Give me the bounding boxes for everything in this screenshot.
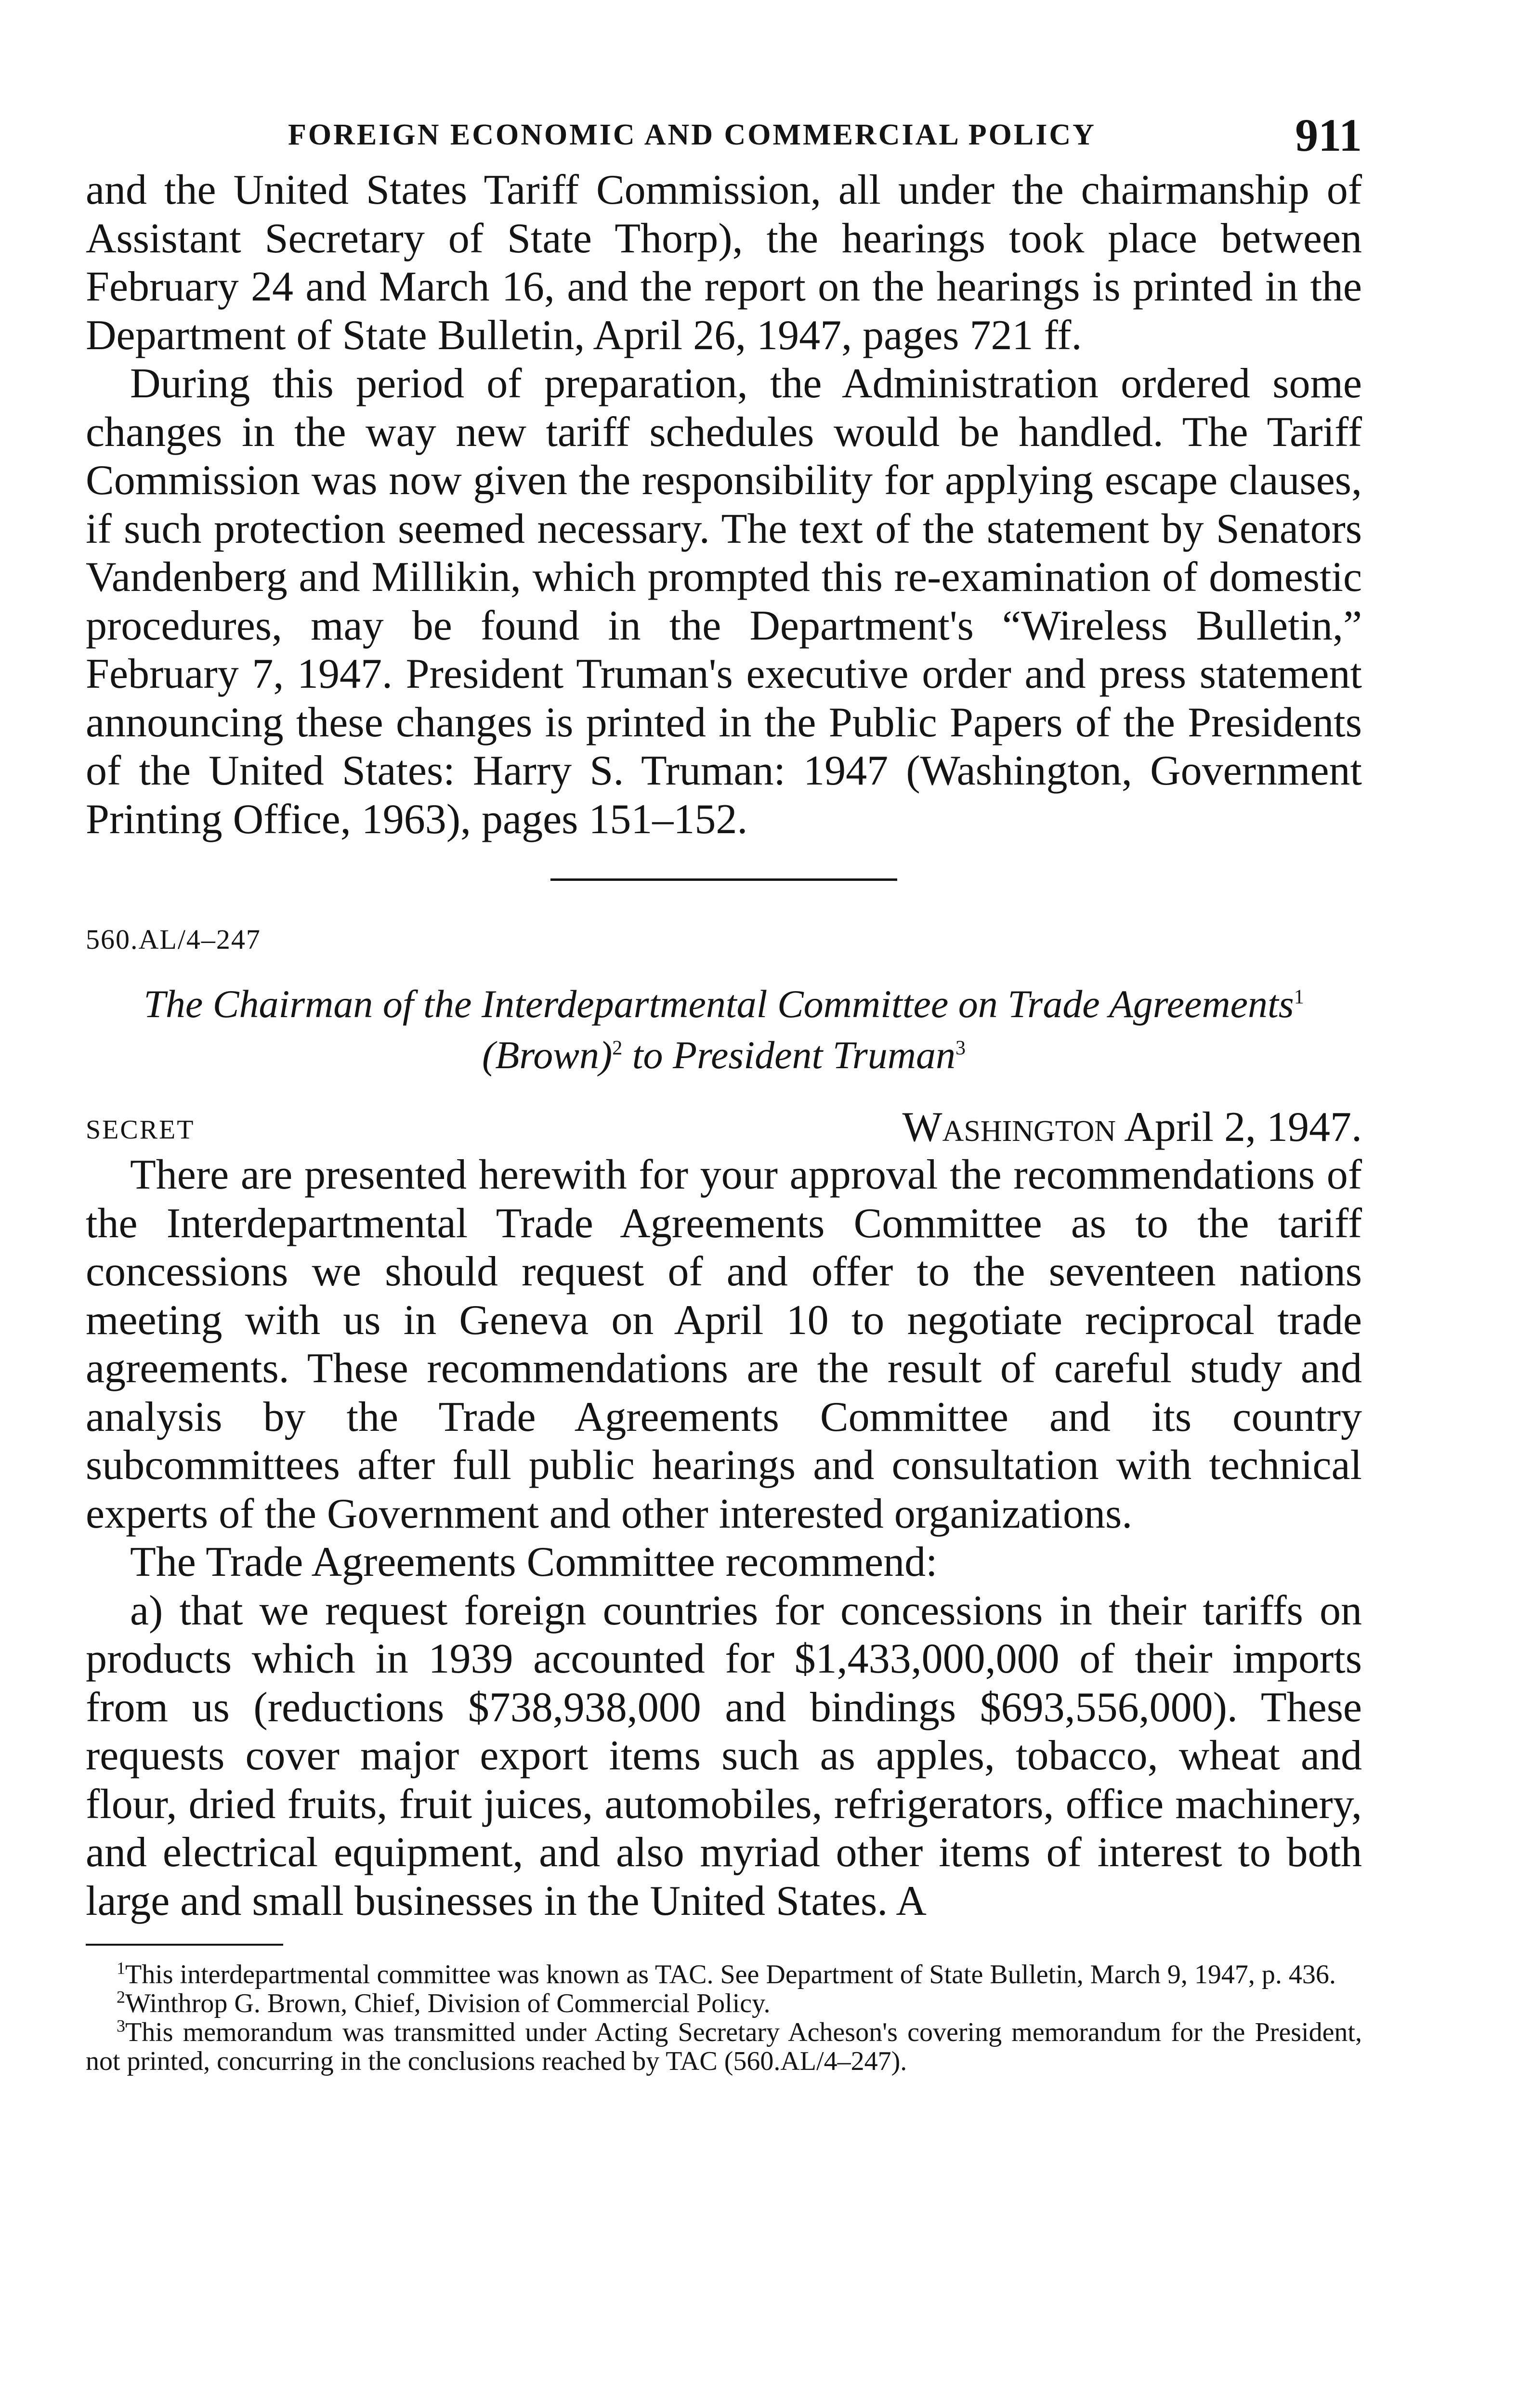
classification-label: SECRET [86, 1115, 195, 1145]
file-number: 560.AL/4–247 [86, 924, 261, 955]
heading-part-brown: (Brown) [482, 1033, 613, 1077]
footnote-text: This interdepartmental committee was known as TAC. See Department of State Bulletin, March 9, 1947, p. 436. [125, 1960, 1336, 1989]
dateline-place: Washington [902, 1104, 1116, 1151]
running-head [86, 108, 1362, 166]
footnote-3 [86, 2018, 1362, 2076]
intro-paragraph-continued: and the United States Tariff Commission, all under the chairmanship of Assistant Secretary of State Thorp), the hearings took place between February 24 and March 16, and the report on the hearings is printed in the Department of State Bulletin, April 26, 1947, pages 721 ff. [86, 167, 1362, 359]
intro-paragraph-preparation: During this period of preparation, the Administration ordered some changes in the way new tariff schedules would be handled. The Tariff Commission was now given the responsibility for applying escape clauses, if such protection seemed necessary. The text of the statement by Senators Vandenberg and Millikin, which prompted this re-examination of domestic procedures, may be found in the Department's “Wireless Bulletin,” February 7, 1947. President Truman's executive order and press statement announcing these changes is printed in the Public Papers of the Presidents of the United States: Harry S. Truman: 1947 (Washington, Government Printing Office, 1963), pages 151–152. [86, 360, 1362, 843]
footnote-text: This memorandum was transmitted under Acting Secretary Acheson's covering memorandum for the President, not printed, concurring in the conclusions reached by TAC (560.AL/4–247). [86, 2017, 1362, 2076]
memo-paragraph-item-a: a) that we request foreign countries for concessions in their tariffs on products which in 1939 accounted for $1,433,000,000 of their imports from us (reductions $738,938,000 and bindings $693,556,000). These requests cover major export items such as apples, tobacco, wheat and flour, dried fruits, fruit juices, automobiles, refrigerators, office machinery, and electrical equipment, and also myriad other items of interest to both large and small businesses in the United States. A [86, 1587, 1362, 1924]
book-page [86, 108, 1362, 2076]
footnote-ref-1[interactable]: 1 [1294, 986, 1304, 1008]
section-divider [550, 878, 897, 881]
footnote-ref-2[interactable]: 2 [612, 1037, 623, 1060]
footnote-2 [86, 1989, 1362, 2018]
footnote-divider [86, 1944, 283, 1946]
memo-paragraph-recommend: The Trade Agreements Committee recommend: [130, 1539, 938, 1585]
footnote-number: 3 [117, 2016, 125, 2036]
page-number: 911 [1295, 109, 1362, 161]
dateline-date: April 2, 1947. [1124, 1104, 1362, 1151]
footnote-number: 1 [117, 1958, 125, 1978]
document-heading [86, 979, 1362, 1081]
running-head-title: FOREIGN ECONOMIC AND COMMERCIAL POLICY [288, 118, 1096, 151]
footnote-text: Winthrop G. Brown, Chief, Division of Commercial Policy. [125, 1989, 771, 2018]
memo-paragraph-presented: There are presented herewith for your approval the recommendations of the Interdepartmental Trade Agreements Committee as to the tariff concessions we should request of and offer to the seventeen nations meeting with us in Geneva on April 10 to negotiate reciprocal trade agreements. These recommendations are the result of careful study and analysis by the Trade Agreements Committee and its country subcommittees after full public hearings and consultation with technical experts of the Government and other interested organizations. [86, 1152, 1362, 1537]
footnote-number: 2 [117, 1987, 125, 2007]
heading-part-chairman: The Chairman of the Interdepartmental Committee on Trade Agreements [144, 982, 1294, 1026]
footnotes [86, 1960, 1362, 2076]
dateline [86, 1098, 1362, 1151]
heading-part-truman: to President Truman [632, 1033, 955, 1077]
footnote-ref-3[interactable]: 3 [955, 1037, 966, 1060]
place-and-date [902, 1103, 1362, 1152]
footnote-1 [86, 1960, 1362, 1989]
